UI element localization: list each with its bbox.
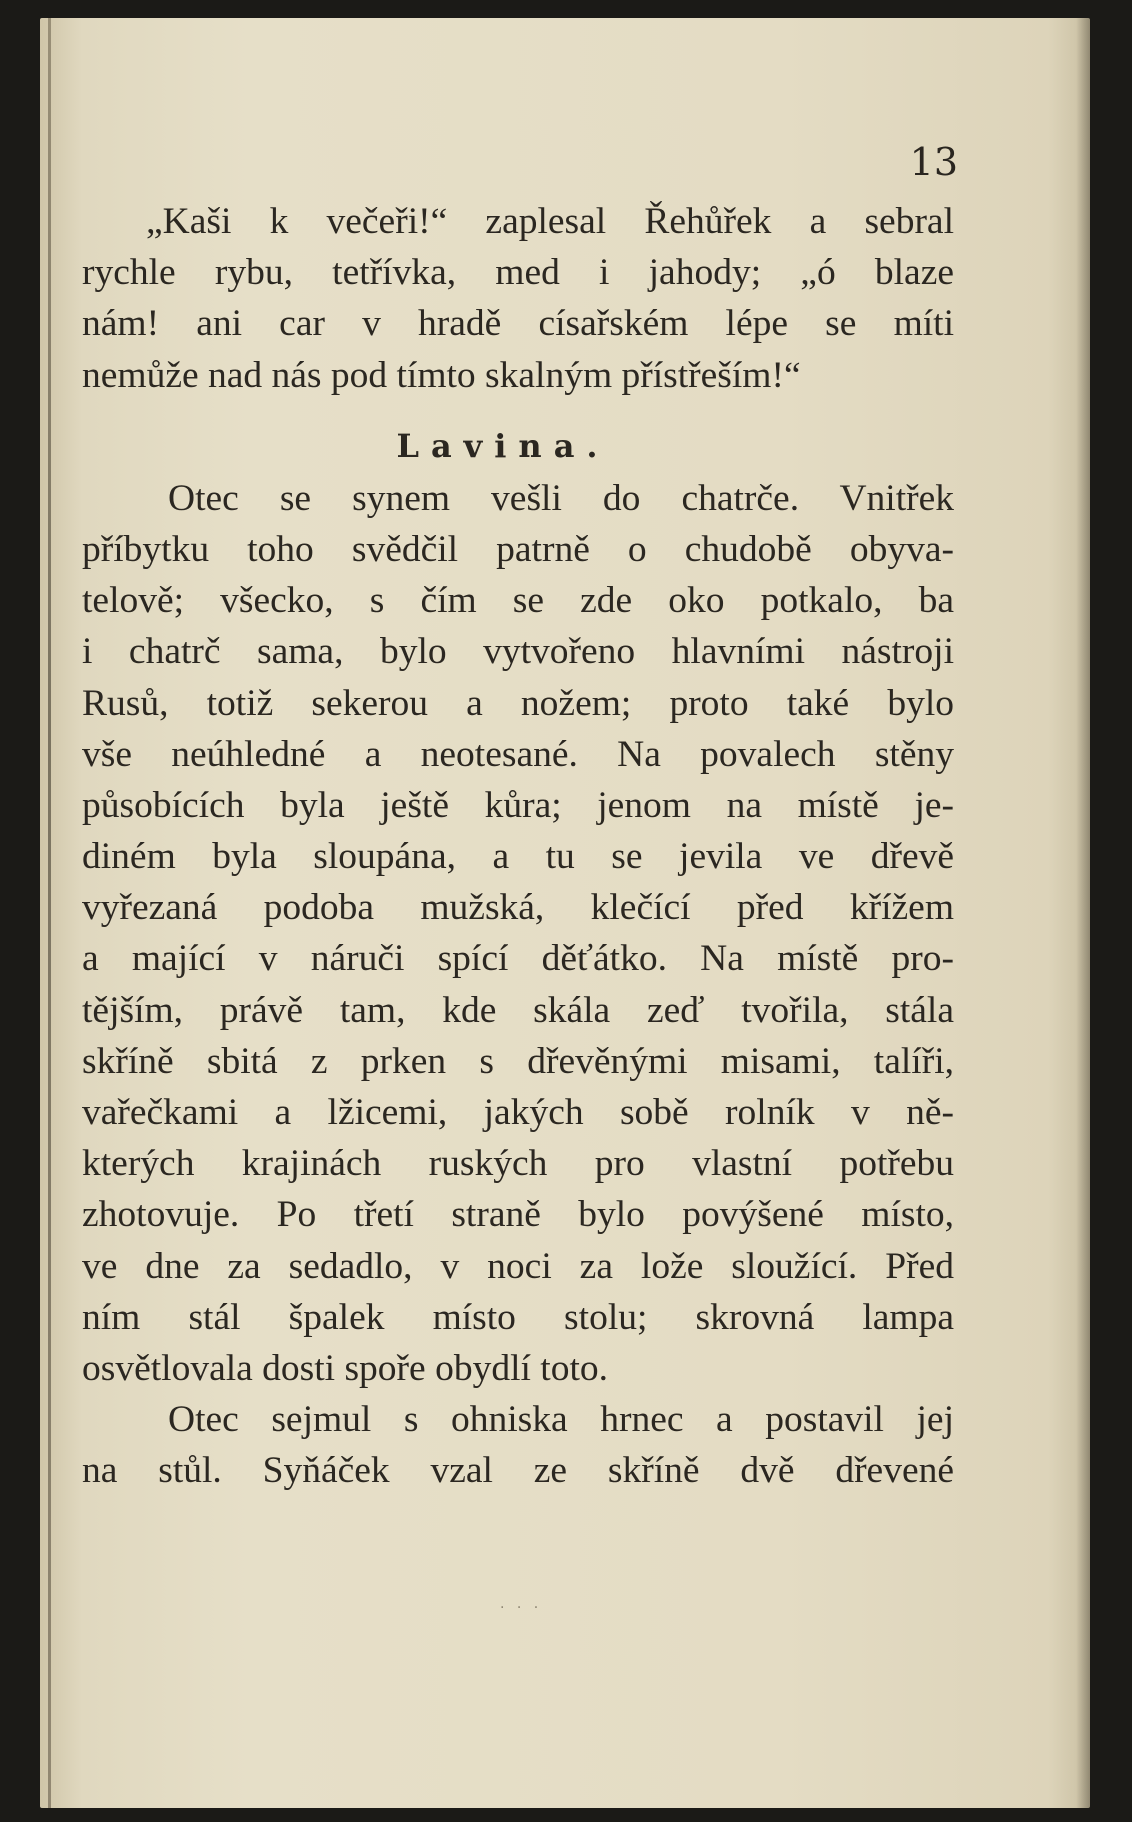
text-line: ve dne za sedadlo, v noci za lože sloužící. Před [82, 1245, 954, 1287]
text-line: vyřezaná podoba mužská, klečící před křížem [82, 887, 954, 929]
text-line: působících byla ještě kůra; jenom na místě je- [82, 784, 954, 826]
print-specks: · · · [500, 1600, 543, 1616]
text-line: a mající v náruči spící děťátko. Na místě pro- [82, 938, 954, 980]
text-line: zhotovuje. Po třetí straně bylo povýšené místo, [82, 1194, 954, 1236]
text-line: osvětlovala dosti spoře obydlí toto. [82, 1347, 608, 1389]
text-line: nám! ani car v hradě císařském lépe se míti [82, 303, 954, 345]
text-line: Rusů, totiž sekerou a nožem; proto také bylo [82, 682, 954, 724]
text-line: vše neúhledné a neotesané. Na povalech stěny [82, 733, 954, 775]
text-line: „Kaši k večeři!“ zaplesal Řehůřek a sebral [146, 201, 954, 242]
binding-gutter [48, 18, 51, 1808]
text-line: nemůže nad nás pod tímto skalným přístřeším!“ [82, 354, 801, 396]
text-line: ním stál špalek místo stolu; skrovná lampa [82, 1296, 954, 1338]
text-line: skříně sbitá z prken s dřevěnými misami, talíři, [82, 1040, 954, 1082]
text-line: na stůl. Syňáček vzal ze skříně dvě dřevené [82, 1450, 954, 1492]
text-line: i chatrč sama, bylo vytvořeno hlavními nástroji [82, 631, 954, 673]
text-line: telově; všecko, s čím se zde oko potkalo, ba [82, 580, 954, 622]
page-edge-shadow [1076, 18, 1090, 1808]
text-line: tějším, právě tam, kde skála zeď tvořila, stála [82, 989, 954, 1031]
text-line: kterých krajinách ruských pro vlastní potřebu [82, 1143, 954, 1185]
text-line: diném byla sloupána, a tu se jevila ve dřevě [82, 836, 954, 878]
page-text [82, 196, 954, 1497]
page-number: 13 [909, 140, 958, 184]
text-line: vařečkami a lžicemi, jakých sobě rolník v ně- [82, 1092, 954, 1133]
text-line: Otec se synem vešli do chatrče. Vnitřek [168, 477, 954, 519]
text-line: příbytku toho svědčil patrně o chudobě obyva- [82, 528, 954, 570]
text-line: Otec sejmul s ohniska hrnec a postavil jej [168, 1399, 954, 1441]
text-line: rychle rybu, tetřívka, med i jahody; „ó blaze [82, 252, 954, 294]
section-heading: Lavina. [396, 426, 610, 465]
